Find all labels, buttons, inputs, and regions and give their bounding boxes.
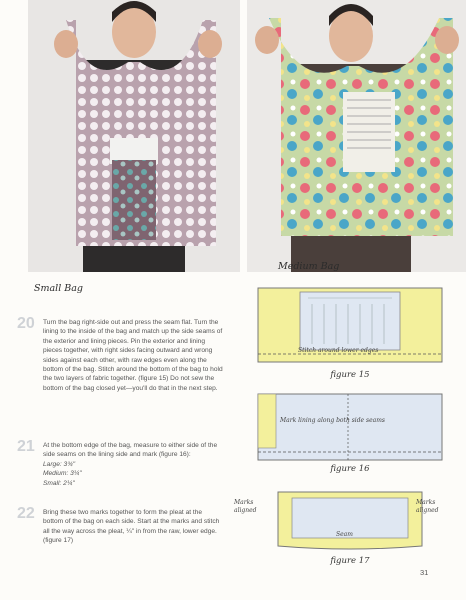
figure-17 [234,490,448,570]
fig17-left-annotation: Marks [234,499,254,506]
figure-16 [252,392,448,482]
medium-bag-caption: Medium Bag [278,261,340,272]
size-large: Large: 3¾" [43,460,76,468]
step-body: At the bottom edge of the bag, measure to either side of the side seams on the lining side and mark (figure 16): [43,442,218,459]
fig16-annotation: Mark lining along both side seams [280,417,385,424]
size-small: Small: 2¼" [43,479,75,487]
fig17-seam-annotation: Seam [336,531,353,538]
small-bag-caption: Small Bag [34,283,84,294]
step-number: 22 [17,505,35,522]
fig16-label: figure 16 [330,464,370,474]
figure-15 [252,286,448,382]
fig17-right-annotation: Marks [416,499,436,506]
size-medium: Medium: 3¼" [43,470,82,478]
fig17-label: figure 17 [330,556,370,566]
step-number: 20 [17,315,35,332]
fig15-annotation: Stitch around lower edges [298,347,379,354]
medium-bag-photo [247,0,466,272]
page-number: 31 [420,568,429,577]
small-bag-photo [28,0,240,272]
step-text: Turn the bag right-side out and press the seam flat. Turn the lining to the inside of the bag and match up the side seams of the exterior and lining pieces. Pin the exterior and lining pieces together, with right sides facing outward and wrong sides against each other, with raw edges even along the bottom of the bag. Stitch around the bottom of the bag to hold the two layers of fabric together. (figure 15) Do not sew the bottom of the bag closed yet—you'll do that in the next step. [43,319,223,392]
fig17-left-annotation-2: aligned [234,507,257,514]
step-text: Bring these two marks together to form the pleat at the bottom of the bag on each side. Start at the marks and stitch all the way across the pleat, ¼" in from the raw, lower edge. (figure 17) [43,509,220,545]
step-text [43,441,223,488]
fig17-right-annotation-2: aligned [416,507,439,514]
step-number: 21 [17,438,35,455]
fig15-label: figure 15 [330,370,370,380]
